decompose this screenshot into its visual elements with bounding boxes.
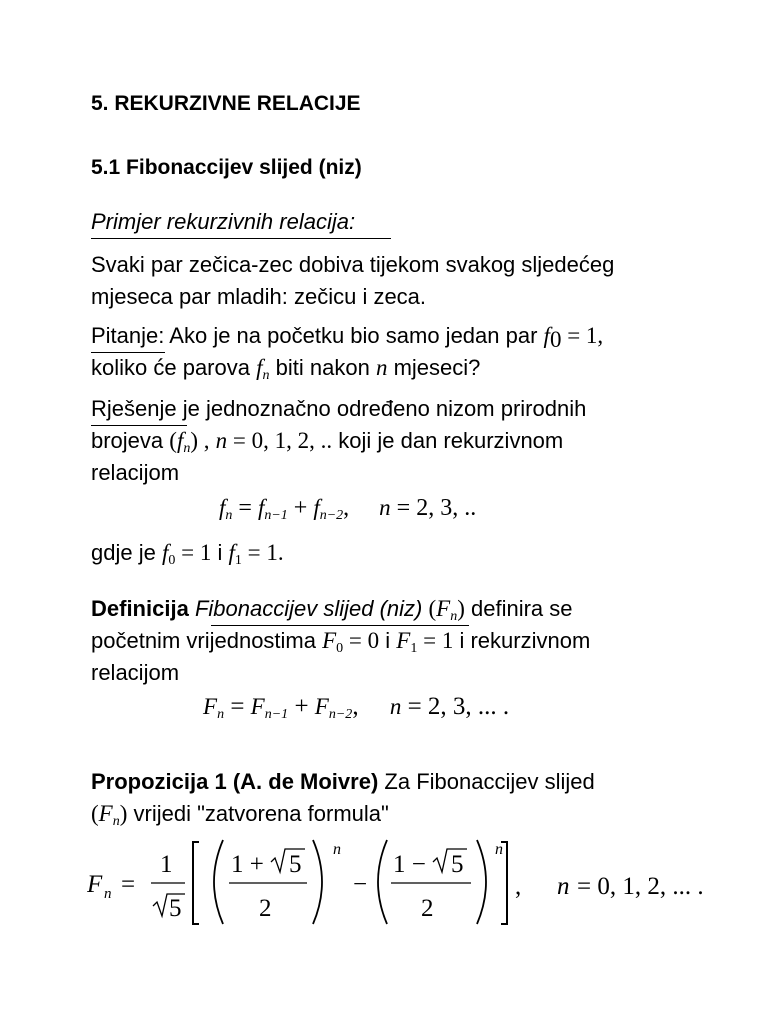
svg-text:,: , [515,873,522,900]
initial-values-line [91,537,284,577]
question-line-1 [91,320,603,356]
svg-text:1 +: 1 + [231,851,264,878]
math-F0-eq-0: $F_0 = 0$ [322,628,380,656]
definition-term: Fibonaccijev slijed (niz) [194,596,423,621]
section-heading: 5.1 Fibonaccijev slijed (niz) [91,156,362,179]
svg-text:1 −: 1 − [393,851,426,878]
chapter-heading: 5. REKURZIVNE RELACIJE [91,92,361,115]
question-text-3: biti nakon [275,355,370,380]
svg-text:2: 2 [259,895,272,922]
math-f0-equals-1: $f_0 = 1$, [543,323,604,352]
svg-text:1: 1 [160,851,173,878]
math-n-range: n = 0, 1, 2, .. [215,428,333,453]
math-sequence-fn: $(f_n)$ , [169,428,210,456]
paragraph-1-line-1: Svaki par zečica-zec dobiva tijekom svakog sljedećeg [91,252,615,277]
definition-line-3: relacijom [91,660,180,685]
recurrence-equation-fn: $f_n = f_{n-1} + f_{n-2}$, n = 2, 3, .. [219,495,477,523]
math-Fn-sequence-2: $(F_n)$ [91,801,128,829]
svg-text:= 0, 1, 2, ... .: = 0, 1, 2, ... . [577,873,704,900]
binet-formula [87,832,727,932]
definition-text-1: definira se [471,596,573,621]
proposition-text-1: Za Fibonaccijev slijed [384,769,595,794]
question-line-2 [91,352,480,392]
proposition-label: Propozicija 1 (A. de Moivre) [91,769,379,794]
svg-text:n: n [557,873,570,900]
svg-text:5: 5 [169,895,182,922]
svg-text:−: − [353,871,368,898]
math-f0-eq-1: $f_0 = 1$ [161,540,212,568]
question-text-1: : Ako je na početku bio samo jedan par [158,323,538,348]
example-title: Primjer rekurzivnih relacija: [91,209,356,234]
solution-line-3: relacijom [91,460,180,485]
paragraph-1-line-2: mjeseca par mladih: zečicu i zeca. [91,284,427,309]
svg-text:F: F [87,871,103,898]
where-prefix: gdje je [91,540,156,565]
recurrence-equation-Fn: $F_n = F_{n-1} + F_{n-2}$, n = 2, 3, ... . [203,693,510,722]
definition-label: Definicija [91,596,189,621]
question-text-4: mjeseci? [393,355,481,380]
definition-text-2a: početnim vrijednostima [91,628,316,653]
example-title-underline [91,238,391,239]
math-fn: $f_n$ [256,355,270,383]
math-n: n [375,355,388,380]
svg-text:n: n [333,841,341,858]
svg-text:n: n [495,841,503,858]
question-label: Pitanje [91,323,159,348]
definition-text-2c: i rekurzivnom [459,628,591,653]
math-F1-eq-1: $F_1 = 1$ [396,628,454,656]
solution-line-1: Rješenje je jednoznačno određeno nizom prirodnih [91,396,587,421]
solution-text-2b: koji je dan rekurzivnom [338,428,564,453]
svg-text:5: 5 [451,851,464,878]
definition-text-2b: i [385,628,391,653]
math-f1-eq-1: $f_1 = 1$. [228,540,284,568]
math-Fn-sequence: $(F_n)$ [428,596,465,624]
svg-text:=: = [121,871,136,898]
proposition-text-2: vrijedi "zatvorena formula" [133,801,389,826]
proposition-line-1 [91,766,595,798]
svg-text:2: 2 [421,895,434,922]
question-text-2: koliko će parova [91,355,250,380]
svg-text:5: 5 [289,851,302,878]
svg-text:n: n [104,886,112,902]
solution-text-2a: brojeva [91,428,164,453]
where-and: i [217,540,223,565]
